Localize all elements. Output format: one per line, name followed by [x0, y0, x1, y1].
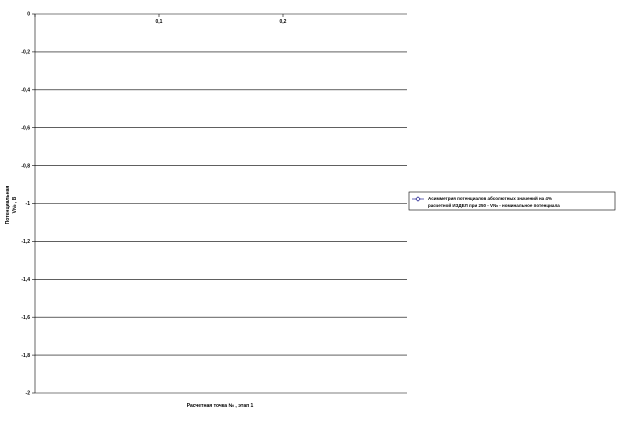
y-tick-label-4: -0,8 — [21, 163, 30, 170]
legend-text-line-1: Асимметрия потенциалов абсолютных значений на 4% — [428, 196, 552, 201]
y-axis-title-line-2: V№ , В — [12, 196, 18, 214]
y-tick-label-6: -1,2 — [21, 239, 30, 246]
y-tick-label-0: 0 — [27, 11, 30, 18]
y-tick-label-8: -1,6 — [21, 314, 30, 321]
y-tick-label-2: -0,4 — [21, 87, 30, 94]
y-tick-label-10: -2 — [25, 390, 30, 397]
y-tick-label-3: -0,6 — [21, 125, 30, 132]
gridlines — [35, 52, 407, 393]
x-axis-title: Расчетная точка № , этап 1 — [186, 403, 254, 409]
legend — [409, 192, 615, 210]
y-tick-labels — [21, 12, 30, 397]
y-tick-label-1: -0,2 — [21, 49, 30, 56]
y-axis-title-group — [5, 186, 18, 225]
y-tick-label-5: -1 — [25, 201, 30, 208]
legend-text-line-2: расчетной ИЗДЕЛ при 250 - V№ - номинальное потенциала — [428, 203, 560, 208]
x-tick-labels — [156, 19, 287, 25]
x-tick-label-1: 0,1 — [155, 19, 163, 25]
y-tick-label-7: -1,4 — [21, 277, 30, 283]
y-tick-label-9: -1,8 — [21, 352, 30, 359]
y-axis-title-line-1: Потенциальная — [5, 185, 11, 225]
x-tick-label-2: 0,2 — [279, 19, 287, 25]
